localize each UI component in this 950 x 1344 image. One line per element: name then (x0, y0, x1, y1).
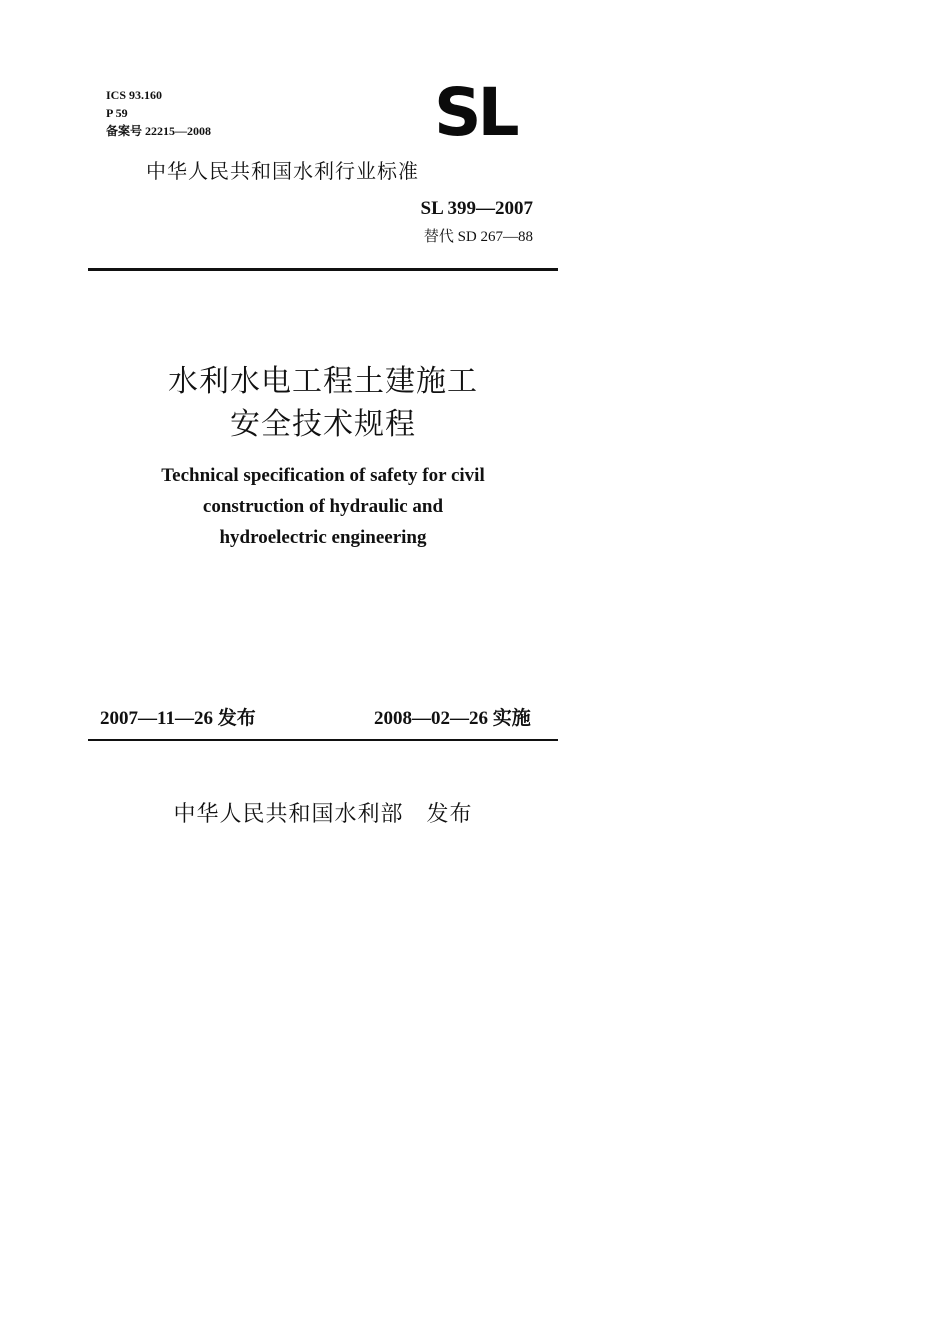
title-cn-line-1: 水利水电工程土建施工 (168, 364, 478, 399)
issue-date: 2007—11—26 发布 (100, 708, 256, 729)
bottom-divider (88, 739, 558, 741)
replaces-standard: 替代 SD 267—88 (423, 229, 533, 245)
title-cn-line-2: 安全技术规程 (230, 407, 416, 442)
ics-code: ICS 93.160 (106, 88, 163, 102)
p-code: P 59 (106, 106, 128, 120)
sl-logo: SL (434, 74, 516, 151)
title-en-line-3: hydroelectric engineering (219, 527, 427, 548)
title-en-line-2: construction of hydraulic and (202, 496, 444, 517)
standard-number: SL 399—2007 (420, 198, 533, 219)
implementation-date: 2008—02—26 实施 (374, 708, 531, 729)
industry-standard-label: 中华人民共和国水利行业标准 (146, 159, 419, 183)
record-number: 备案号 22215—2008 (106, 124, 212, 138)
title-en-line-1: Technical specification of safety for civil (161, 465, 485, 486)
top-divider (88, 268, 558, 271)
publisher: 中华人民共和国水利部 发布 (173, 802, 473, 827)
